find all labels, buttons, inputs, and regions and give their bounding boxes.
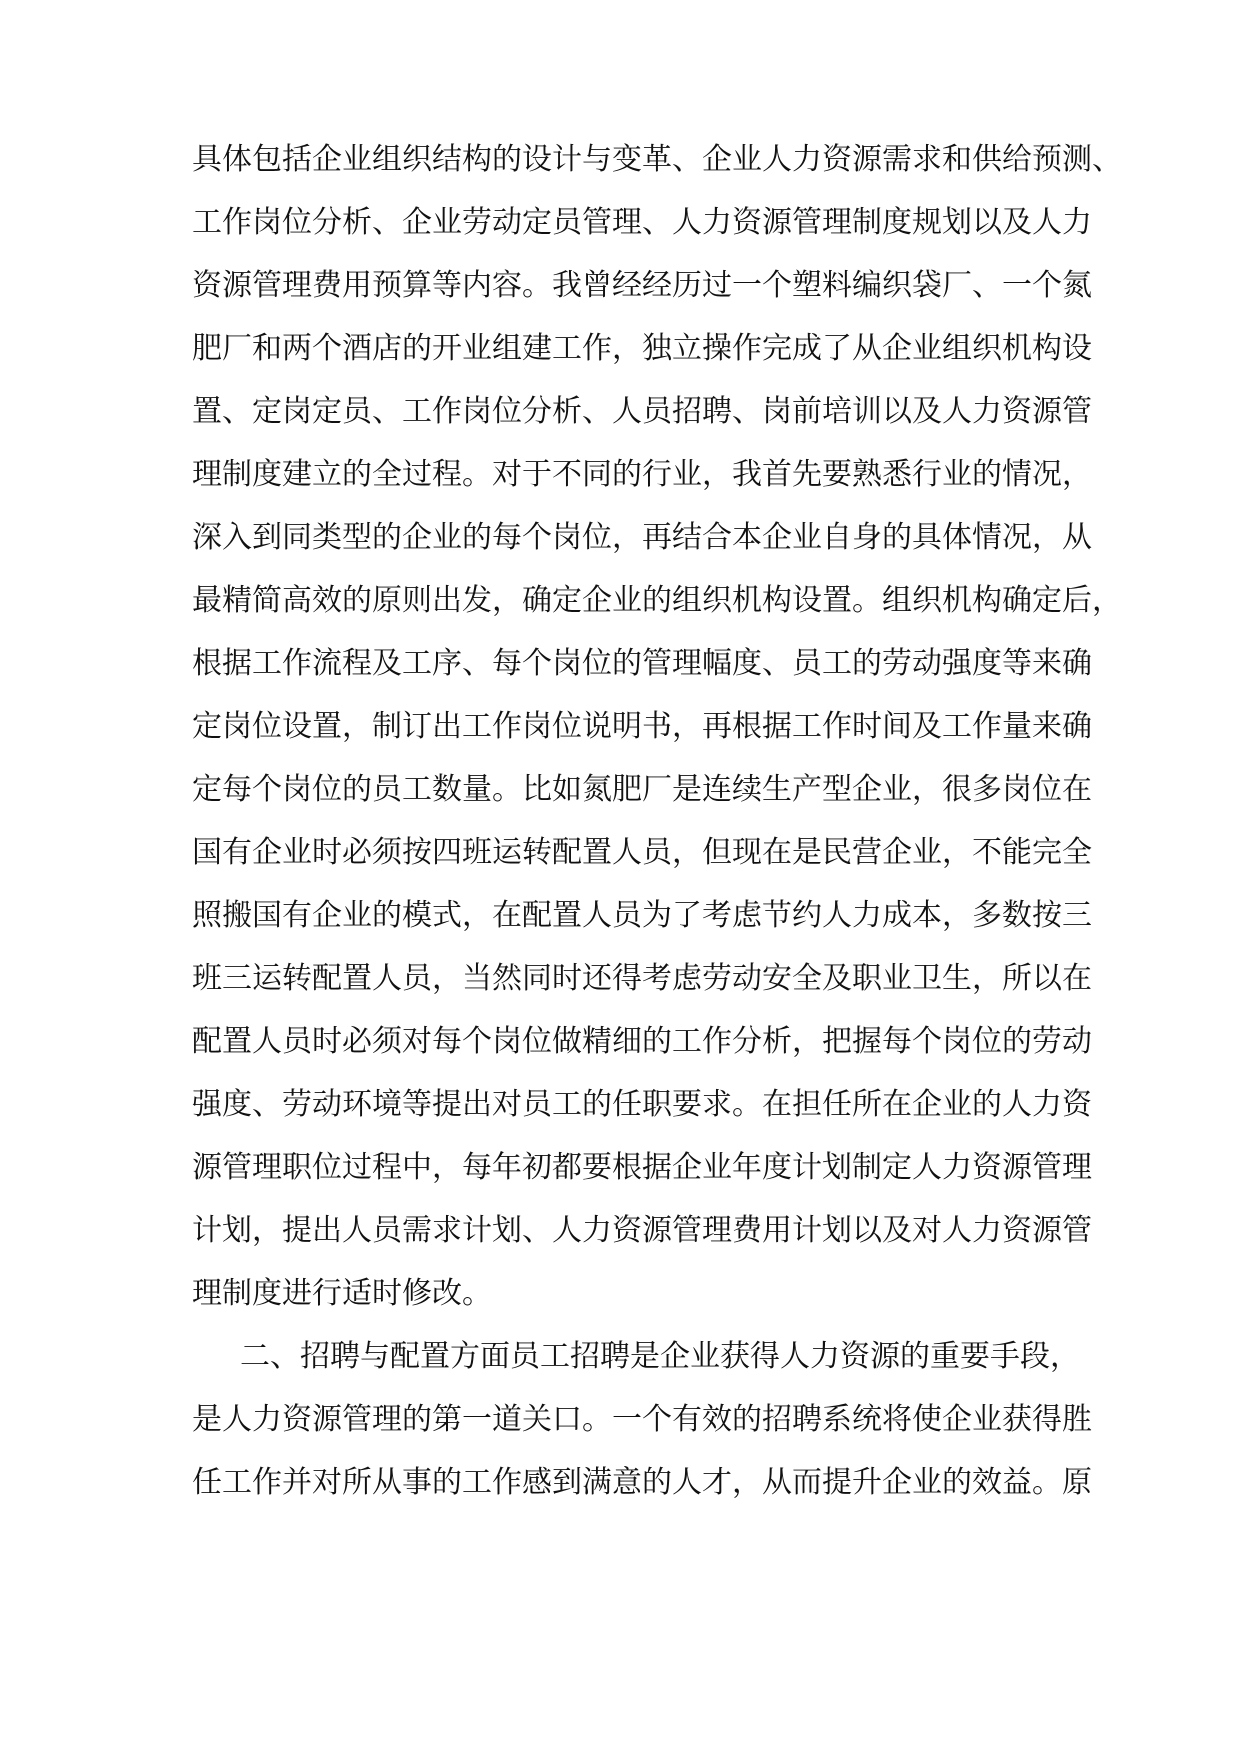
text-line: 源管理职位过程中，每年初都要根据企业年度计划制定人力资源管理: [192, 1150, 1092, 1185]
text-line: 是人力资源管理的第一道关口。一个有效的招聘系统将使企业获得胜: [192, 1402, 1092, 1437]
text-line: 深入到同类型的企业的每个岗位，再结合本企业自身的具体情况，从: [192, 520, 1092, 555]
text-line: 照搬国有企业的模式，在配置人员为了考虑节约人力成本，多数按三: [192, 898, 1092, 933]
text-line: 肥厂和两个酒店的开业组建工作，独立操作完成了从企业组织机构设: [192, 331, 1092, 366]
text-line: 理制度建立的全过程。对于不同的行业，我首先要熟悉行业的情况，: [192, 457, 1092, 492]
text-line: 资源管理费用预算等内容。我曾经经历过一个塑料编织袋厂、一个氮: [192, 268, 1092, 303]
text-line: 定岗位设置，制订出工作岗位说明书，再根据工作时间及工作量来确: [192, 709, 1092, 744]
text-line: 班三运转配置人员，当然同时还得考虑劳动安全及职业卫生，所以在: [192, 961, 1092, 996]
text-line: 计划，提出人员需求计划、人力资源管理费用计划以及对人力资源管: [192, 1213, 1092, 1248]
text-line: 强度、劳动环境等提出对员工的任职要求。在担任所在企业的人力资: [192, 1087, 1092, 1122]
text-line: 国有企业时必须按四班运转配置人员，但现在是民营企业，不能完全: [192, 835, 1092, 870]
text-line: 理制度进行适时修改。: [192, 1276, 492, 1311]
text-line: 工作岗位分析、企业劳动定员管理、人力资源管理制度规划以及人力: [192, 205, 1092, 240]
paragraph-heading-line: 二、招聘与配置方面员工招聘是企业获得人力资源的重要手段，: [240, 1339, 1080, 1374]
text-line: 具体包括企业组织结构的设计与变革、企业人力资源需求和供给预测、: [192, 142, 1122, 177]
text-line: 最精简高效的原则出发，确定企业的组织机构设置。组织机构确定后，: [192, 583, 1122, 618]
text-line: 置、定岗定员、工作岗位分析、人员招聘、岗前培训以及人力资源管: [192, 394, 1092, 429]
text-line: 任工作并对所从事的工作感到满意的人才，从而提升企业的效益。原: [192, 1465, 1092, 1500]
text-line: 配置人员时必须对每个岗位做精细的工作分析，把握每个岗位的劳动: [192, 1024, 1092, 1059]
text-line: 定每个岗位的员工数量。比如氮肥厂是连续生产型企业，很多岗位在: [192, 772, 1092, 807]
text-line: 根据工作流程及工序、每个岗位的管理幅度、员工的劳动强度等来确: [192, 646, 1092, 681]
